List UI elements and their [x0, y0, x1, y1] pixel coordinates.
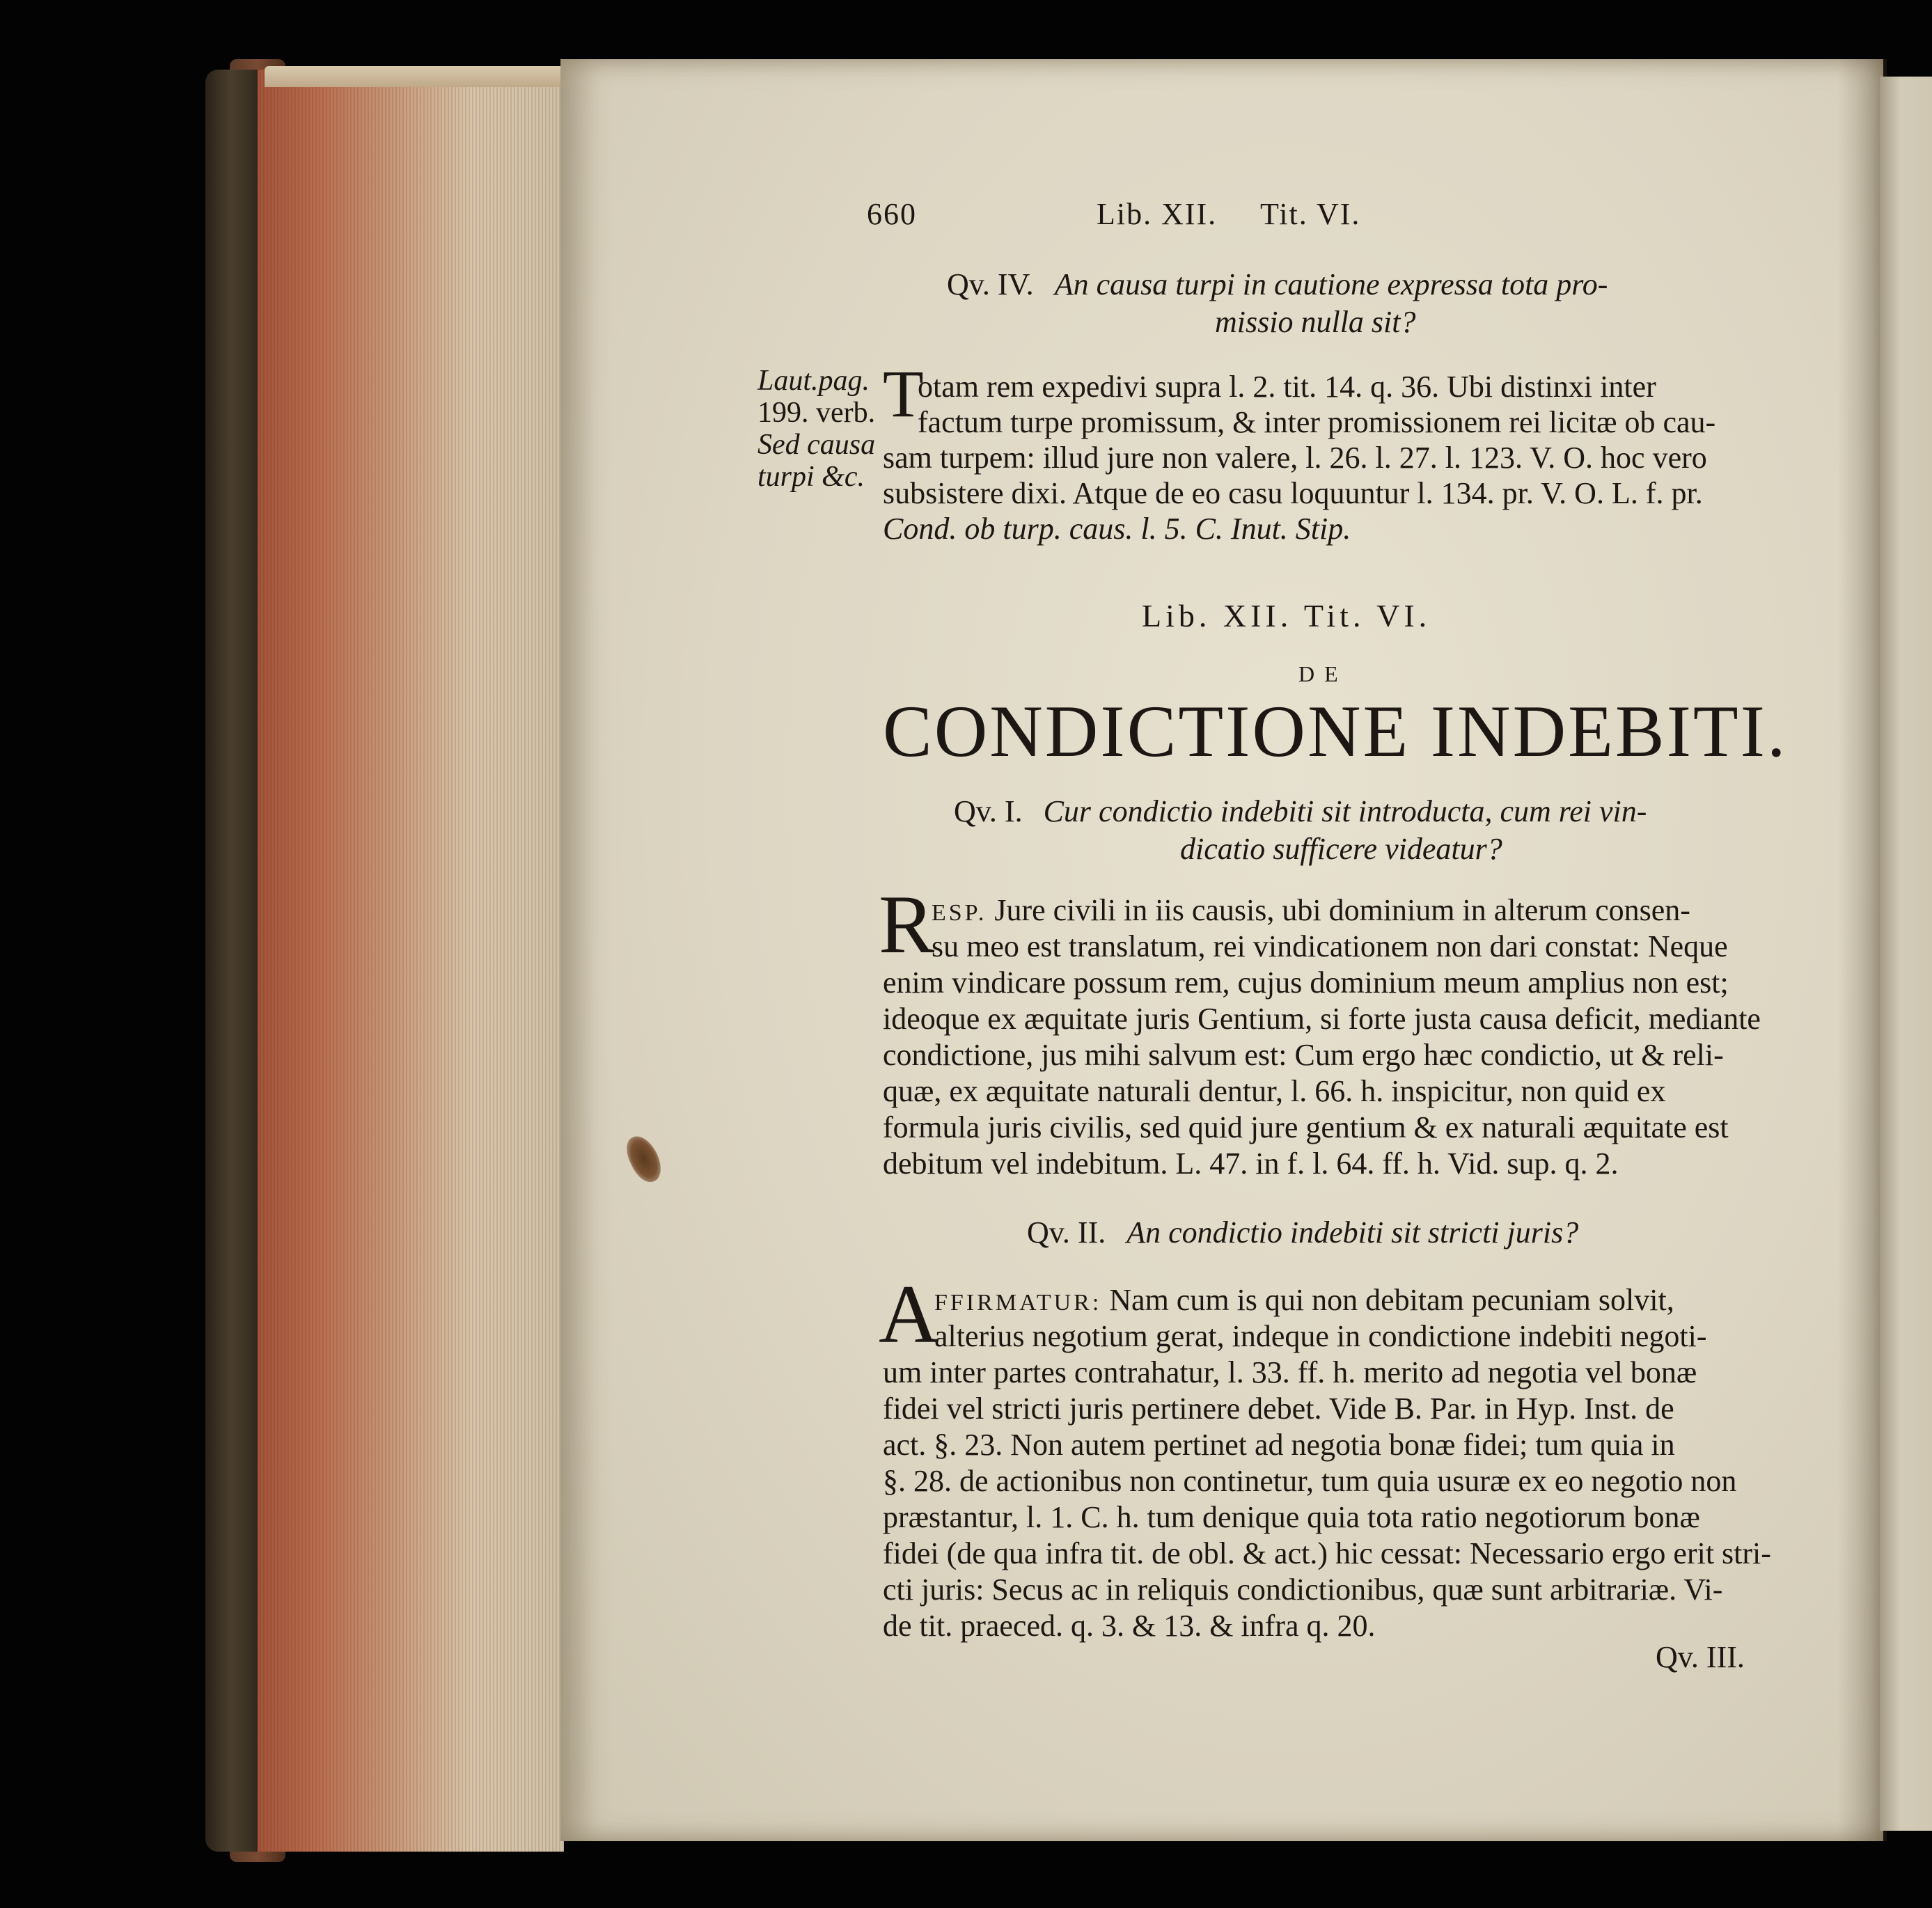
q2-lead: FFIRMATUR:: [934, 1290, 1102, 1316]
q4-label: Qv. IV.: [947, 267, 1034, 301]
q1-line-6: quæ, ex æquitate naturali dentur, l. 66. h. inspicitur, non quid ex: [883, 1074, 1666, 1108]
page-block-edges: [258, 70, 564, 1852]
q2-line-6: §. 28. de actionibus non continetur, tum quia usuræ ex eo negotio non: [883, 1464, 1737, 1498]
running-head-lib: Lib. XII.: [1097, 197, 1218, 231]
section-lib-tit: Lib. XII. Tit. VI.: [1142, 598, 1431, 633]
q1-line-7: formula juris civilis, sed quid jure gentium & ex naturali æquitate est: [883, 1110, 1729, 1144]
q2-label: Qv. II.: [1027, 1215, 1106, 1249]
q1-title-line1: Cur condictio indebiti sit introducta, cum rei vin-: [1043, 794, 1647, 828]
facing-page-edge: [1880, 77, 1932, 1831]
section-de: DE: [1298, 661, 1348, 686]
q2-line-10: de tit. praeced. q. 3. & 13. & infra q. 20.: [883, 1609, 1376, 1643]
q2-line-4: fidei vel stricti juris pertinere debet. Vide B. Par. in Hyp. Inst. de: [883, 1391, 1674, 1426]
page-number: 660: [867, 197, 917, 231]
q4-margin-note-1: Laut.pag.: [757, 365, 870, 397]
q4-heading: [947, 267, 1608, 302]
q1-line-4: ideoque ex æquitate juris Gentium, si forte justa causa deficit, mediante: [883, 1002, 1761, 1036]
q4-title-line2: missio nulla sit?: [1215, 305, 1416, 339]
q1-line-1: [932, 892, 1690, 928]
section-title: CONDICTIONE INDEBITI.: [883, 691, 1788, 772]
q1-dropcap: R: [879, 878, 935, 970]
q2-heading: [1027, 1215, 1578, 1250]
q1-line-2: su meo est translatum, rei vindicationem non dari constat: Neque: [932, 929, 1728, 963]
q2-dropcap: A: [879, 1268, 939, 1360]
q2-line-1-text: Nam cum is qui non debitam pecuniam solvit,: [1109, 1283, 1674, 1317]
q4-line-4: subsistere dixi. Atque de eo casu loquuntur l. 134. pr. V. O. L. f. pr.: [883, 476, 1703, 510]
q4-margin-note-4: turpi &c.: [757, 461, 865, 493]
q2-line-2: alterius negotium gerat, indeque in condictione indebiti negoti-: [934, 1319, 1707, 1353]
running-head-tit: Tit. VI.: [1260, 197, 1361, 231]
q4-line-1: otam rem expedivi supra l. 2. tit. 14. q. 36. Ubi distinxi inter: [918, 370, 1656, 404]
q4-line-3: sam turpem: illud jure non valere, l. 26. l. 27. l. 123. V. O. hoc vero: [883, 441, 1707, 475]
q1-line-8: debitum vel indebitum. L. 47. in f. l. 64. ff. h. Vid. sup. q. 2.: [883, 1146, 1619, 1181]
q4-line-5: Cond. ob turp. caus. l. 5. C. Inut. Stip.: [883, 512, 1351, 546]
q1-line-3: enim vindicare possum rem, cujus dominium meum amplius non est;: [883, 965, 1729, 1000]
q4-margin-note-2: 199. verb.: [757, 397, 876, 429]
q1-title-line2: dicatio sufficere videatur?: [1180, 832, 1502, 866]
q1-label: Qv. I.: [954, 794, 1023, 828]
q2-line-8: fidei (de qua infra tit. de obl. & act.) hic cessat: Necessario ergo erit stri-: [883, 1536, 1771, 1570]
q2-line-9: cti juris: Secus ac in reliquis condictionibus, quæ sunt arbitrariæ. Vi-: [883, 1572, 1723, 1607]
running-head: [867, 196, 1360, 232]
page-block-top: [265, 66, 564, 87]
q4-line-2: factum turpe promissum, & inter promissionem rei licitæ ob cau-: [918, 405, 1716, 439]
q2-title: An condictio indebiti sit stricti juris?: [1126, 1215, 1579, 1249]
q4-margin-note-3: Sed causa: [757, 429, 876, 461]
q2-line-7: præstantur, l. 1. C. h. tum denique quia tota ratio negotiorum bonæ: [883, 1500, 1700, 1534]
q2-line-1: [934, 1282, 1674, 1318]
catchword: Qv. III.: [1656, 1640, 1745, 1674]
q4-title-line1: An causa turpi in cautione expressa tota pro-: [1054, 267, 1608, 301]
q2-line-5: act. §. 23. Non autem pertinet ad negotia bonæ fidei; tum quia in: [883, 1428, 1675, 1462]
q4-dropcap: T: [883, 356, 924, 431]
q1-line-1-text: Jure civili in iis causis, ubi dominium in alterum consen-: [994, 893, 1690, 927]
q1-line-5: condictione, jus mihi salvum est: Cum ergo hæc condictio, ut & reli-: [883, 1038, 1724, 1072]
q1-heading: [954, 794, 1647, 829]
q2-line-3: um inter partes contrahatur, l. 33. ff. h. merito ad negotia vel bonæ: [883, 1355, 1697, 1389]
q1-lead: ESP.: [932, 900, 987, 926]
